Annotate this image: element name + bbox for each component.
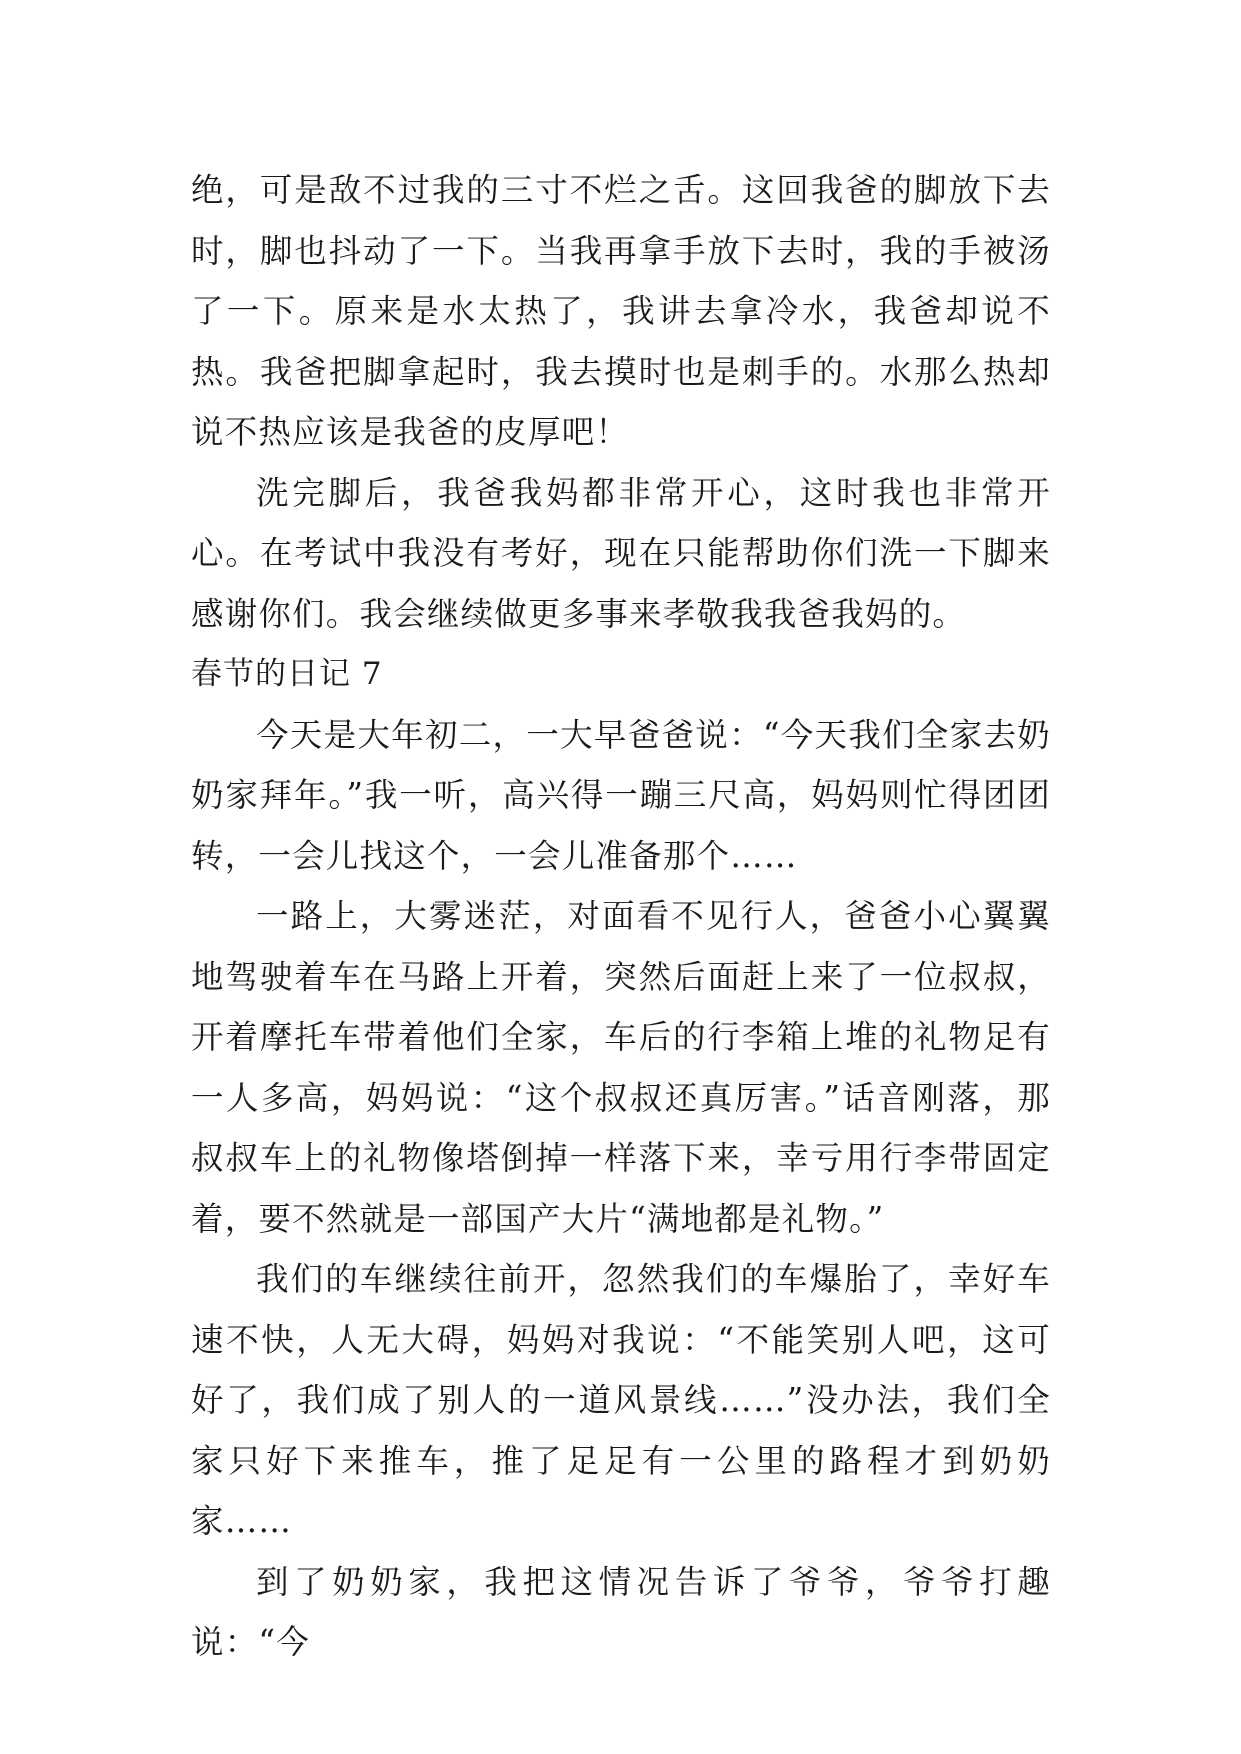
paragraph: 洗完脚后，我爸我妈都非常开心，这时我也非常开心。在考试中我没有考好，现在只能帮助你们洗一下脚来感谢你们。我会继续做更多事来孝敬我我爸我妈的。 xyxy=(191,473,1051,633)
document-body xyxy=(191,160,1051,1673)
section-heading: 春节的日记 7 xyxy=(191,656,383,692)
paragraph-continued: 绝，可是敌不过我的三寸不烂之舌。这回我爸的脚放下去时，脚也抖动了一下。当我再拿手放下去时，我的手被汤了一下。原来是水太热了，我讲去拿冷水，我爸却说不热。我爸把脚拿起时，我去摸时也是刺手的。水那么热却说不热应该是我爸的皮厚吧！ xyxy=(191,171,1051,451)
paragraph: 一路上，大雾迷茫，对面看不见行人，爸爸小心翼翼地驾驶着车在马路上开着，突然后面赶上来了一位叔叔，开着摩托车带着他们全家，车后的行李箱上堆的礼物足有一人多高，妈妈说：“这个叔叔还真厉害。”话音刚落，那叔叔车上的礼物像塔倒掉一样落下来，幸亏用行李带固定着，要不然就是一部国产大片“满地都是礼物。” xyxy=(191,897,1051,1238)
paragraph: 今天是大年初二，一大早爸爸说：“今天我们全家去奶奶家拜年。”我一听，高兴得一蹦三尺高，妈妈则忙得团团转，一会儿找这个，一会儿准备那个…… xyxy=(191,715,1051,875)
paragraph-truncated: 到了奶奶家，我把这情况告诉了爷爷，爷爷打趣说：“今 xyxy=(191,1562,1051,1661)
paragraph: 我们的车继续往前开，忽然我们的车爆胎了，幸好车速不快，人无大碍，妈妈对我说：“不能笑别人吧，这可好了，我们成了别人的一道风景线……”没办法，我们全家只好下来推车，推了足足有一公里的路程才到奶奶家…… xyxy=(191,1260,1051,1540)
